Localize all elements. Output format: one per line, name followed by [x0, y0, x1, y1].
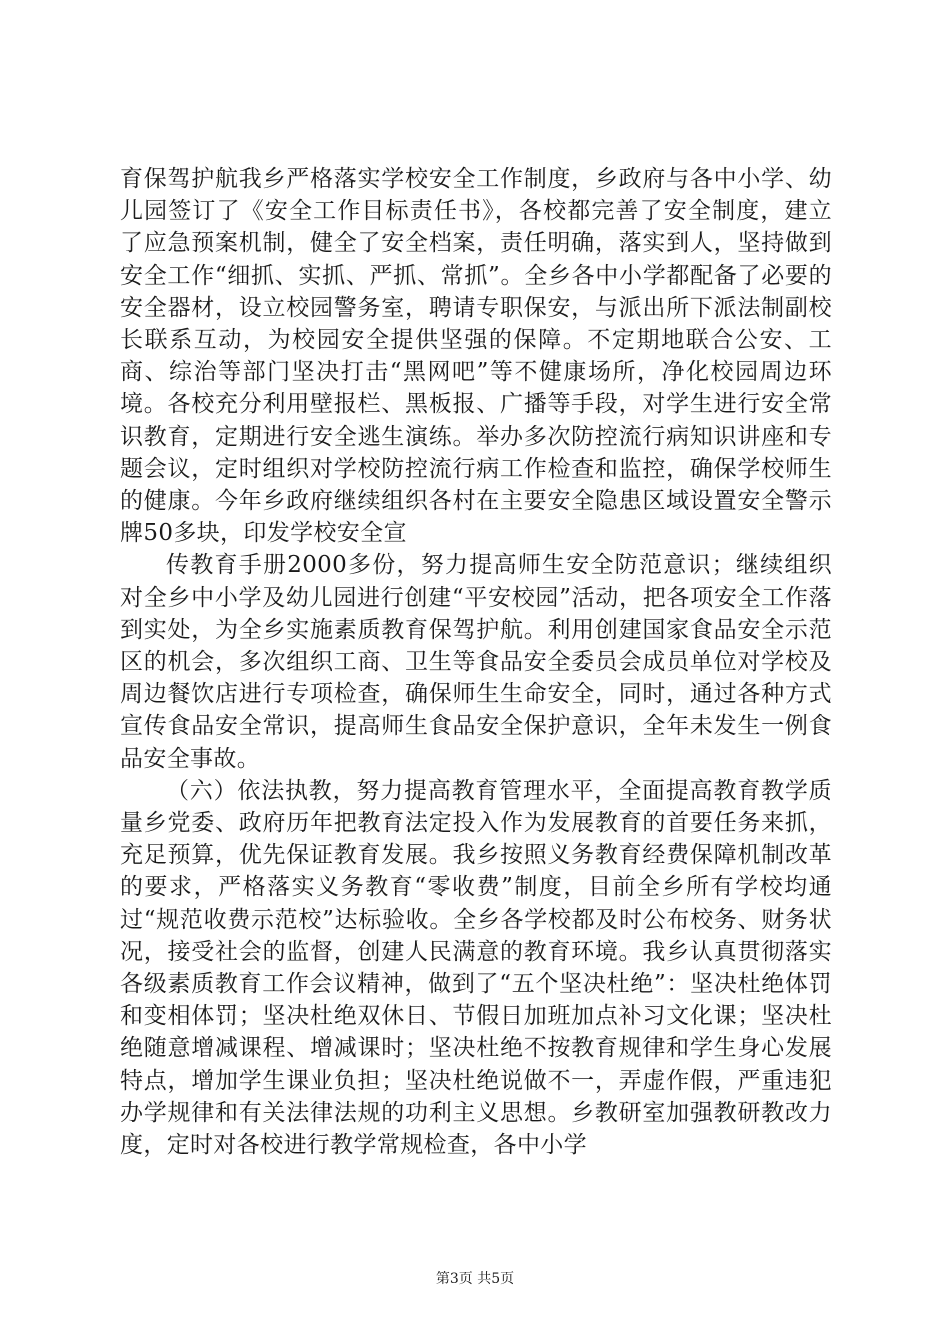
- document-body: [120, 163, 832, 1161]
- paragraph-1: 育保驾护航我乡严格落实学校安全工作制度，乡政府与各中小学、幼儿园签订了《安全工作目标责任书》，各校都完善了安全制度，建立了应急预案机制，健全了安全档案，责任明确，落实到人，坚持做到安全工作“细抓、实抓、严抓、常抓”。全乡各中小学都配备了必要的安全器材，设立校园警务室，聘请专职保安，与派出所下派法制副校长联系互动，为校园安全提供坚强的保障。不定期地联合公安、工商、综治等部门坚决打击“黑网吧”等不健康场所，净化校园周边环境。各校充分利用壁报栏、黑板报、广播等手段，对学生进行安全常识教育，定期进行安全逃生演练。举办多次防控流行病知识讲座和专题会议，定时组织对学校防控流行病工作检查和监控，确保学校师生的健康。今年乡政府继续组织各村在主要安全隐患区域设置安全警示牌50多块，印发学校安全宣: [120, 166, 832, 547]
- page-number-footer: 第3页 共5页: [435, 1271, 515, 1287]
- paragraph-2: 传教育手册2000多份，努力提高师生安全防范意识；继续组织对全乡中小学及幼儿园进行创建“平安校园”活动，把各项安全工作落到实处，为全乡实施素质教育保驾护航。利用创建国家食品安全示范区的机会，多次组织工商、卫生等食品安全委员会成员单位对学校及周边餐饮店进行专项检查，确保师生生命安全，同时，通过各种方式宣传食品安全常识，提高师生食品安全保护意识，全年未发生一例食品安全事故。: [120, 552, 832, 772]
- paragraph-3: （六）依法执教，努力提高教育管理水平，全面提高教育教学质量乡党委、政府历年把教育法定投入作为发展教育的首要任务来抓，充足预算，优先保证教育发展。我乡按照义务教育经费保障机制改革的要求，严格落实义务教育“零收费”制度，目前全乡所有学校均通过“规范收费示范校”达标验收。全乡各学校都及时公布校务、财务状况，接受社会的监督，创建人民满意的教育环境。我乡认真贯彻落实各级素质教育工作会议精神，做到了“五个坚决杜绝”：坚决杜绝体罚和变相体罚；坚决杜绝双休日、节假日加班加点补习文化课；坚决杜绝随意增减课程、增减课时；坚决杜绝不按教育规律和学生身心发展特点，增加学生课业负担；坚决杜绝说做不一，弄虚作假，严重违犯办学规律和有关法律法规的功利主义思想。乡教研室加强教研教改力度，定时对各校进行教学常规检查，各中小学: [120, 777, 832, 1159]
